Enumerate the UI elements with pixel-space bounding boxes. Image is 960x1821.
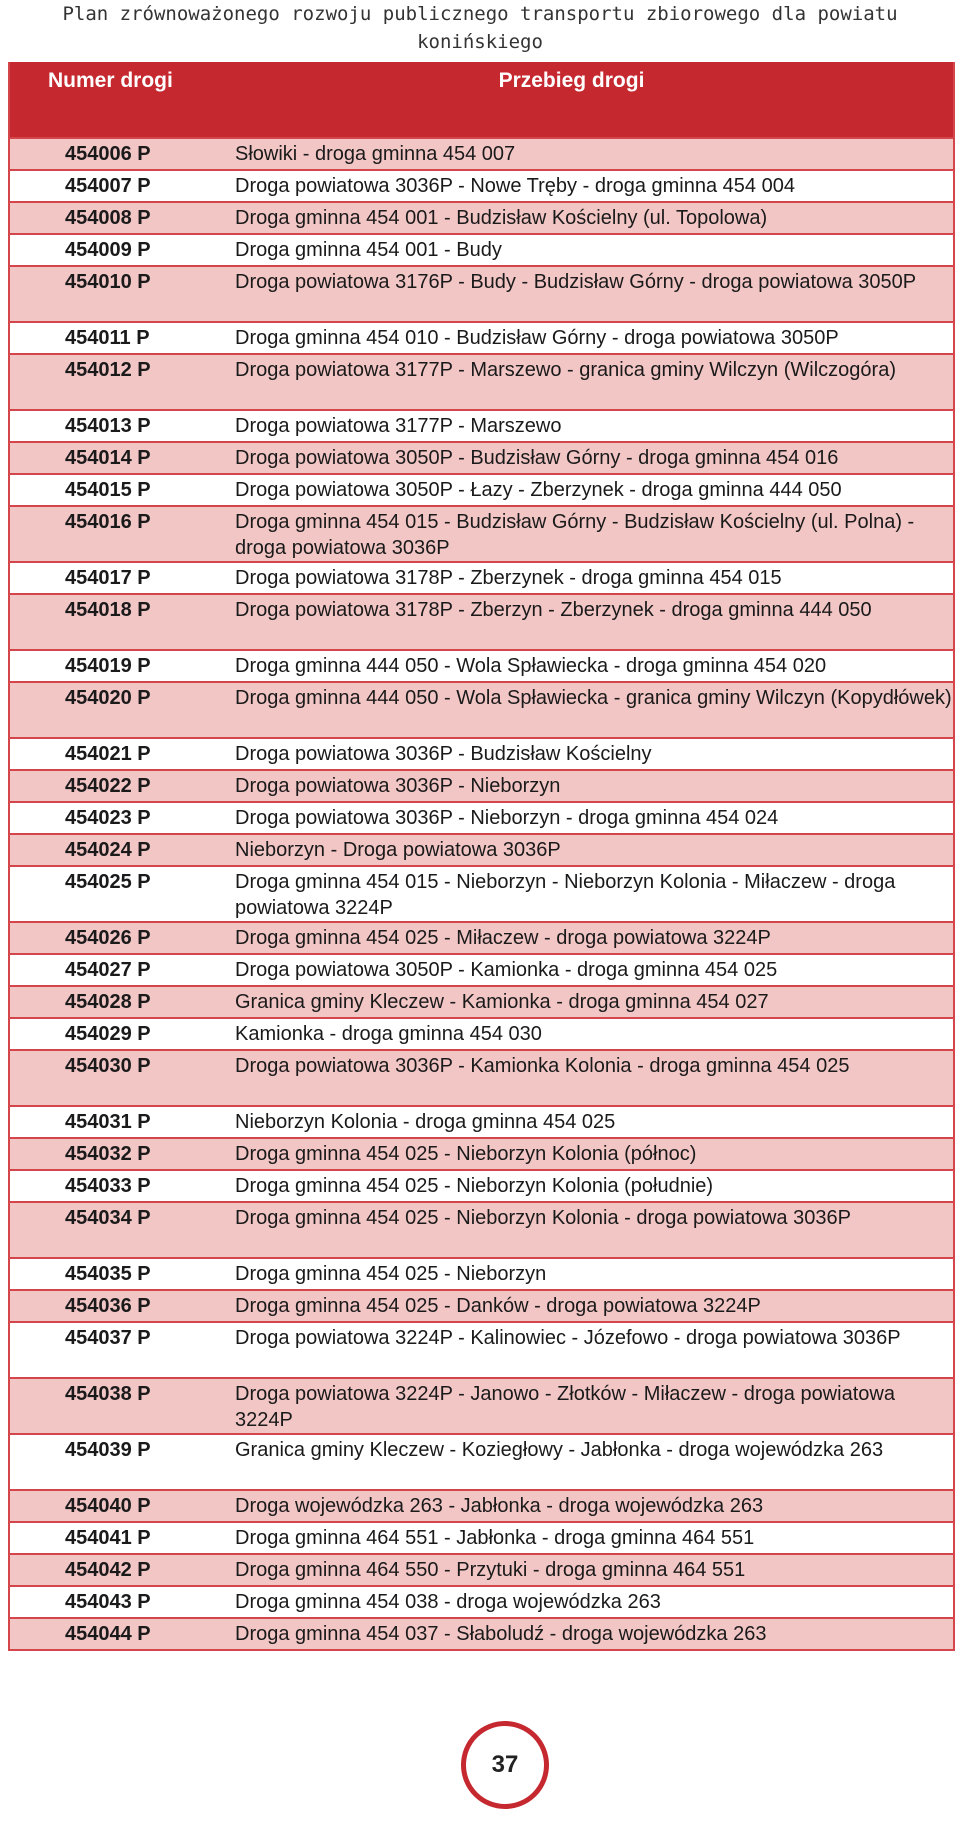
road-route-cell: Droga powiatowa 3050P - Budzisław Górny - droga gminna 454 016	[235, 447, 839, 469]
table-row	[10, 353, 953, 409]
road-number-cell: 454016 P	[65, 511, 151, 533]
roads-table	[8, 62, 955, 1651]
road-number-cell: 454006 P	[65, 143, 151, 165]
road-number-cell: 454038 P	[65, 1383, 151, 1405]
road-route-cell: Droga gminna 454 037 - Słaboludź - droga wojewódzka 263	[235, 1623, 767, 1645]
table-row	[10, 137, 953, 169]
page-number-badge	[461, 1721, 549, 1809]
road-route-cell: Droga powiatowa 3177P - Marszewo - granica gminy Wilczyn (Wilczogóra)	[235, 359, 896, 381]
road-number-cell: 454037 P	[65, 1327, 151, 1349]
table-row	[10, 1169, 953, 1201]
road-number-cell: 454031 P	[65, 1111, 151, 1133]
road-number-cell: 454021 P	[65, 743, 151, 765]
road-route-cell: Droga gminna 454 025 - Nieborzyn Kolonia - droga powiatowa 3036P	[235, 1207, 851, 1229]
road-number-cell: 454039 P	[65, 1439, 151, 1461]
table-row	[10, 233, 953, 265]
road-number-cell: 454012 P	[65, 359, 151, 381]
road-number-cell: 454024 P	[65, 839, 151, 861]
table-row	[10, 737, 953, 769]
table-row	[10, 769, 953, 801]
page-number: 37	[491, 1751, 519, 1778]
road-number-cell: 454010 P	[65, 271, 151, 293]
road-number-cell: 454007 P	[65, 175, 151, 197]
road-route-cell: Droga gminna 454 010 - Budzisław Górny - droga powiatowa 3050P	[235, 327, 839, 349]
table-row	[10, 1105, 953, 1137]
page-header-title: Plan zrównoważonego rozwoju publicznego transportu zbiorowego dla powiatu konińskiego	[62, 3, 898, 53]
table-row	[10, 1137, 953, 1169]
road-number-cell: 454018 P	[65, 599, 151, 621]
road-number-cell: 454043 P	[65, 1591, 151, 1613]
road-number-cell: 454042 P	[65, 1559, 151, 1581]
road-route-cell: Droga powiatowa 3036P - Kamionka Kolonia - droga gminna 454 025	[235, 1055, 850, 1077]
road-number-cell: 454035 P	[65, 1263, 151, 1285]
table-row	[10, 1017, 953, 1049]
road-number-cell: 454022 P	[65, 775, 151, 797]
table-row	[10, 265, 953, 321]
road-number-cell: 454025 P	[65, 871, 151, 893]
table-row	[10, 1553, 953, 1585]
road-number-cell: 454027 P	[65, 959, 151, 981]
table-row	[10, 1521, 953, 1553]
road-route-cell: Droga gminna 454 025 - Danków - droga powiatowa 3224P	[235, 1295, 761, 1317]
road-route-cell: Droga powiatowa 3036P - Nowe Tręby - droga gminna 454 004	[235, 175, 795, 197]
table-row	[10, 1617, 953, 1649]
road-number-cell: 454030 P	[65, 1055, 151, 1077]
road-route-cell: Droga powiatowa 3050P - Łazy - Zberzynek - droga gminna 444 050	[235, 479, 842, 501]
road-route-cell: Droga gminna 464 551 - Jabłonka - droga gminna 464 551	[235, 1527, 755, 1549]
table-row	[10, 1489, 953, 1521]
table-row	[10, 1321, 953, 1377]
road-route-cell: Droga wojewódzka 263 - Jabłonka - droga wojewódzka 263	[235, 1495, 764, 1517]
road-route-cell: Droga powiatowa 3177P - Marszewo	[235, 415, 562, 437]
road-number-cell: 454013 P	[65, 415, 151, 437]
road-route-cell: Droga powiatowa 3036P - Nieborzyn	[235, 775, 561, 797]
road-number-cell: 454017 P	[65, 567, 151, 589]
road-route-cell: Droga gminna 444 050 - Wola Spławiecka - granica gminy Wilczyn (Kopydłówek)	[235, 687, 952, 709]
road-number-cell: 454014 P	[65, 447, 151, 469]
road-route-cell: Droga gminna 454 025 - Nieborzyn Kolonia (północ)	[235, 1143, 697, 1165]
road-number-cell: 454011 P	[65, 327, 150, 349]
road-number-cell: 454009 P	[65, 239, 151, 261]
table-row	[10, 681, 953, 737]
road-number-cell: 454029 P	[65, 1023, 151, 1045]
road-route-cell: Słowiki - droga gminna 454 007	[235, 143, 516, 165]
table-row	[10, 561, 953, 593]
road-number-cell: 454019 P	[65, 655, 151, 677]
table-row	[10, 409, 953, 441]
road-number-cell: 454015 P	[65, 479, 151, 501]
table-row	[10, 833, 953, 865]
road-route-cell: Droga gminna 454 015 - Nieborzyn - Nieborzyn Kolonia - Miłaczew - droga powiatowa 3224P	[235, 871, 896, 919]
road-route-cell: Droga powiatowa 3036P - Nieborzyn - droga gminna 454 024	[235, 807, 779, 829]
road-number-cell: 454041 P	[65, 1527, 151, 1549]
road-number-cell: 454020 P	[65, 687, 151, 709]
table-row	[10, 1585, 953, 1617]
road-route-cell: Droga powiatowa 3036P - Budzisław Kościelny	[235, 743, 652, 765]
road-route-cell: Granica gminy Kleczew - Koziegłowy - Jabłonka - droga wojewódzka 263	[235, 1439, 884, 1461]
road-route-cell: Droga gminna 454 001 - Budy	[235, 239, 502, 261]
road-number-cell: 454040 P	[65, 1495, 151, 1517]
road-route-cell: Nieborzyn - Droga powiatowa 3036P	[235, 839, 561, 861]
table-row	[10, 505, 953, 561]
table-row	[10, 1289, 953, 1321]
table-row	[10, 1433, 953, 1489]
table-row	[10, 201, 953, 233]
table-body	[10, 137, 953, 1649]
road-route-cell: Droga gminna 454 025 - Miłaczew - droga powiatowa 3224P	[235, 927, 771, 949]
road-route-cell: Nieborzyn Kolonia - droga gminna 454 025	[235, 1111, 616, 1133]
table-row	[10, 1049, 953, 1105]
road-number-cell: 454026 P	[65, 927, 151, 949]
road-route-cell: Droga powiatowa 3178P - Zberzynek - droga gminna 454 015	[235, 567, 782, 589]
road-route-cell: Droga gminna 454 025 - Nieborzyn	[235, 1263, 547, 1285]
table-row	[10, 649, 953, 681]
road-route-cell: Droga powiatowa 3176P - Budy - Budzisław Górny - droga powiatowa 3050P	[235, 271, 917, 293]
column-header-road-route: Przebieg drogi	[498, 69, 645, 92]
table-row	[10, 321, 953, 353]
road-route-cell: Droga gminna 454 038 - droga wojewódzka 263	[235, 1591, 661, 1613]
road-number-cell: 454028 P	[65, 991, 151, 1013]
road-route-cell: Droga powiatowa 3178P - Zberzyn - Zberzynek - droga gminna 444 050	[235, 599, 872, 621]
road-route-cell: Droga gminna 464 550 - Przytuki - droga gminna 464 551	[235, 1559, 746, 1581]
table-row	[10, 473, 953, 505]
table-row	[10, 169, 953, 201]
table-row	[10, 1201, 953, 1257]
road-route-cell: Granica gminy Kleczew - Kamionka - droga gminna 454 027	[235, 991, 769, 1013]
road-route-cell: Droga powiatowa 3224P - Janowo - Złotków - Miłaczew - droga powiatowa 3224P	[235, 1383, 895, 1431]
road-number-cell: 454008 P	[65, 207, 151, 229]
column-header-road-number: Numer drogi	[48, 69, 173, 92]
table-row	[10, 921, 953, 953]
road-route-cell: Kamionka - droga gminna 454 030	[235, 1023, 542, 1045]
table-row	[10, 1257, 953, 1289]
road-route-cell: Droga gminna 454 015 - Budzisław Górny - Budzisław Kościelny (ul. Polna) - droga powiatowa 3036P	[235, 511, 915, 559]
road-number-cell: 454034 P	[65, 1207, 151, 1229]
road-route-cell: Droga gminna 454 001 - Budzisław Kościelny (ul. Topolowa)	[235, 207, 768, 229]
road-number-cell: 454033 P	[65, 1175, 151, 1197]
table-row	[10, 985, 953, 1017]
road-number-cell: 454036 P	[65, 1295, 151, 1317]
table-row	[10, 441, 953, 473]
table-row	[10, 593, 953, 649]
table-row	[10, 1377, 953, 1433]
road-route-cell: Droga gminna 454 025 - Nieborzyn Kolonia (południe)	[235, 1175, 714, 1197]
road-number-cell: 454032 P	[65, 1143, 151, 1165]
road-number-cell: 454044 P	[65, 1623, 151, 1645]
road-route-cell: Droga powiatowa 3224P - Kalinowiec - Józefowo - droga powiatowa 3036P	[235, 1327, 901, 1349]
table-row	[10, 953, 953, 985]
road-number-cell: 454023 P	[65, 807, 151, 829]
table-row	[10, 865, 953, 921]
table-header	[10, 62, 953, 137]
table-row	[10, 801, 953, 833]
road-route-cell: Droga gminna 444 050 - Wola Spławiecka - droga gminna 454 020	[235, 655, 827, 677]
road-route-cell: Droga powiatowa 3050P - Kamionka - droga gminna 454 025	[235, 959, 778, 981]
